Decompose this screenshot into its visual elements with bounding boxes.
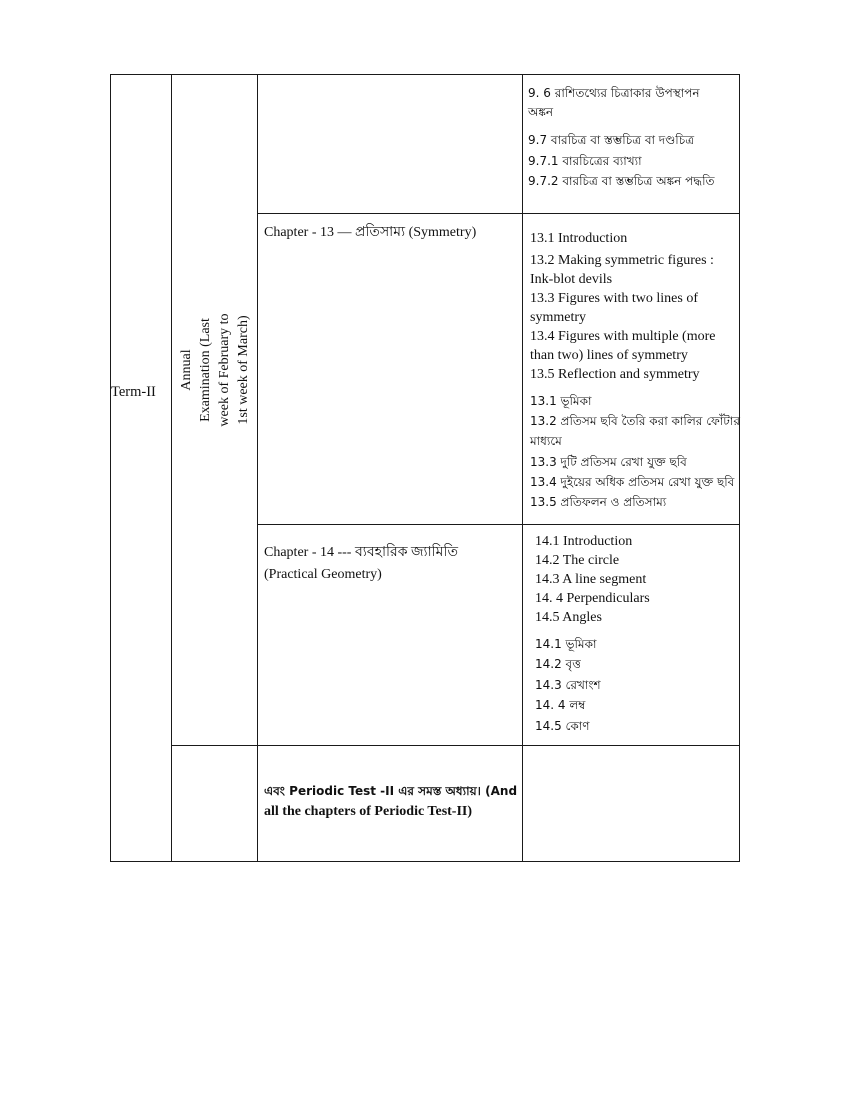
row2-topic: 13.2 প্রতিসম ছবি তৈরি করা কালির ফোঁটার xyxy=(530,414,740,428)
row2-topic: 13.5 Reflection and symmetry xyxy=(530,367,700,382)
row1-topic: 9.7.1 বারচিত্রের ব্যাখ্যা xyxy=(528,154,642,168)
table-right-border xyxy=(739,74,740,862)
row2-topic: 13.1 Introduction xyxy=(530,231,628,246)
row2-topic: 13.3 দুটি প্রতিসম রেখা যুক্ত ছবি xyxy=(530,455,687,469)
row1-topic: অঙ্কন xyxy=(528,105,554,119)
periodic-test-note-line-2: all the chapters of Periodic Test-II) xyxy=(264,804,473,819)
chapter-14-title: Chapter - 14 --- ব্যবহারিক জ্যামিতি xyxy=(264,545,458,560)
row2-topic: 13.3 Figures with two lines of xyxy=(530,291,698,306)
column-divider-3 xyxy=(522,74,523,862)
chapter-14-subtitle: (Practical Geometry) xyxy=(264,567,382,582)
row2-topic: than two) lines of symmetry xyxy=(530,348,688,363)
row3-topic: 14.2 The circle xyxy=(535,553,620,568)
exam-line-2: Examination (Last xyxy=(198,318,213,422)
row1-topic: 9. 6 রাশিতথ্যের চিত্রাকার উপস্থাপন xyxy=(528,86,700,100)
periodic-test-note-line-1: এবং Periodic Test -II এর সমস্ত অধ্যায়। (And xyxy=(264,784,518,798)
row2-topic: 13.1 ভূমিকা xyxy=(530,394,592,408)
column-divider-2 xyxy=(257,74,258,862)
row3-topic: 14.2 বৃত্ত xyxy=(535,657,581,671)
row3-topic: 14. 4 লম্ব xyxy=(535,698,586,712)
term-label: Term-II xyxy=(111,384,156,400)
row3-topic: 14.3 A line segment xyxy=(535,572,647,587)
table-bottom-border xyxy=(110,861,740,862)
row2-topic: 13.2 Making symmetric figures : xyxy=(530,253,714,268)
table-top-border xyxy=(110,74,740,75)
row2-topic: 13.4 দুইয়ের অধিক প্রতিসম রেখা যুক্ত ছবি xyxy=(530,475,735,489)
exam-line-4: 1st week of March) xyxy=(236,315,251,425)
exam-schedule xyxy=(177,313,253,426)
row2-topic: মাধ্যমে xyxy=(530,434,562,448)
row3-topic: 14.5 কোণ xyxy=(535,719,590,733)
row3-topic: 14.5 Angles xyxy=(535,610,602,625)
row3-topic: 14.1 Introduction xyxy=(535,534,633,549)
row2-topic: 13.4 Figures with multiple (more xyxy=(530,329,716,344)
row-divider-3 xyxy=(171,745,740,746)
row3-topic: 14.3 রেখাংশ xyxy=(535,678,601,692)
exam-line-1: Annual xyxy=(179,349,194,391)
column-divider-1 xyxy=(171,74,172,862)
table-left-border xyxy=(110,74,111,862)
row2-topic: symmetry xyxy=(530,310,586,325)
row2-topic: 13.5 প্রতিফলন ও প্রতিসাম্য xyxy=(530,495,667,509)
row2-topic: Ink-blot devils xyxy=(530,272,613,287)
row-divider-2 xyxy=(257,524,740,525)
row-divider-1 xyxy=(257,213,740,214)
chapter-13-title: Chapter - 13 — প্রতিসাম্য (Symmetry) xyxy=(264,225,477,240)
row3-topic: 14. 4 Perpendiculars xyxy=(535,591,650,606)
row1-topic: 9.7 বারচিত্র বা স্তম্ভচিত্র বা দণ্ডচিত্র xyxy=(528,133,695,147)
row3-topic: 14.1 ভূমিকা xyxy=(535,637,597,651)
exam-line-3: week of February to xyxy=(217,313,232,427)
row1-topic: 9.7.2 বারচিত্র বা স্তম্ভচিত্র অঙ্কন পদ্ধতি xyxy=(528,174,715,188)
